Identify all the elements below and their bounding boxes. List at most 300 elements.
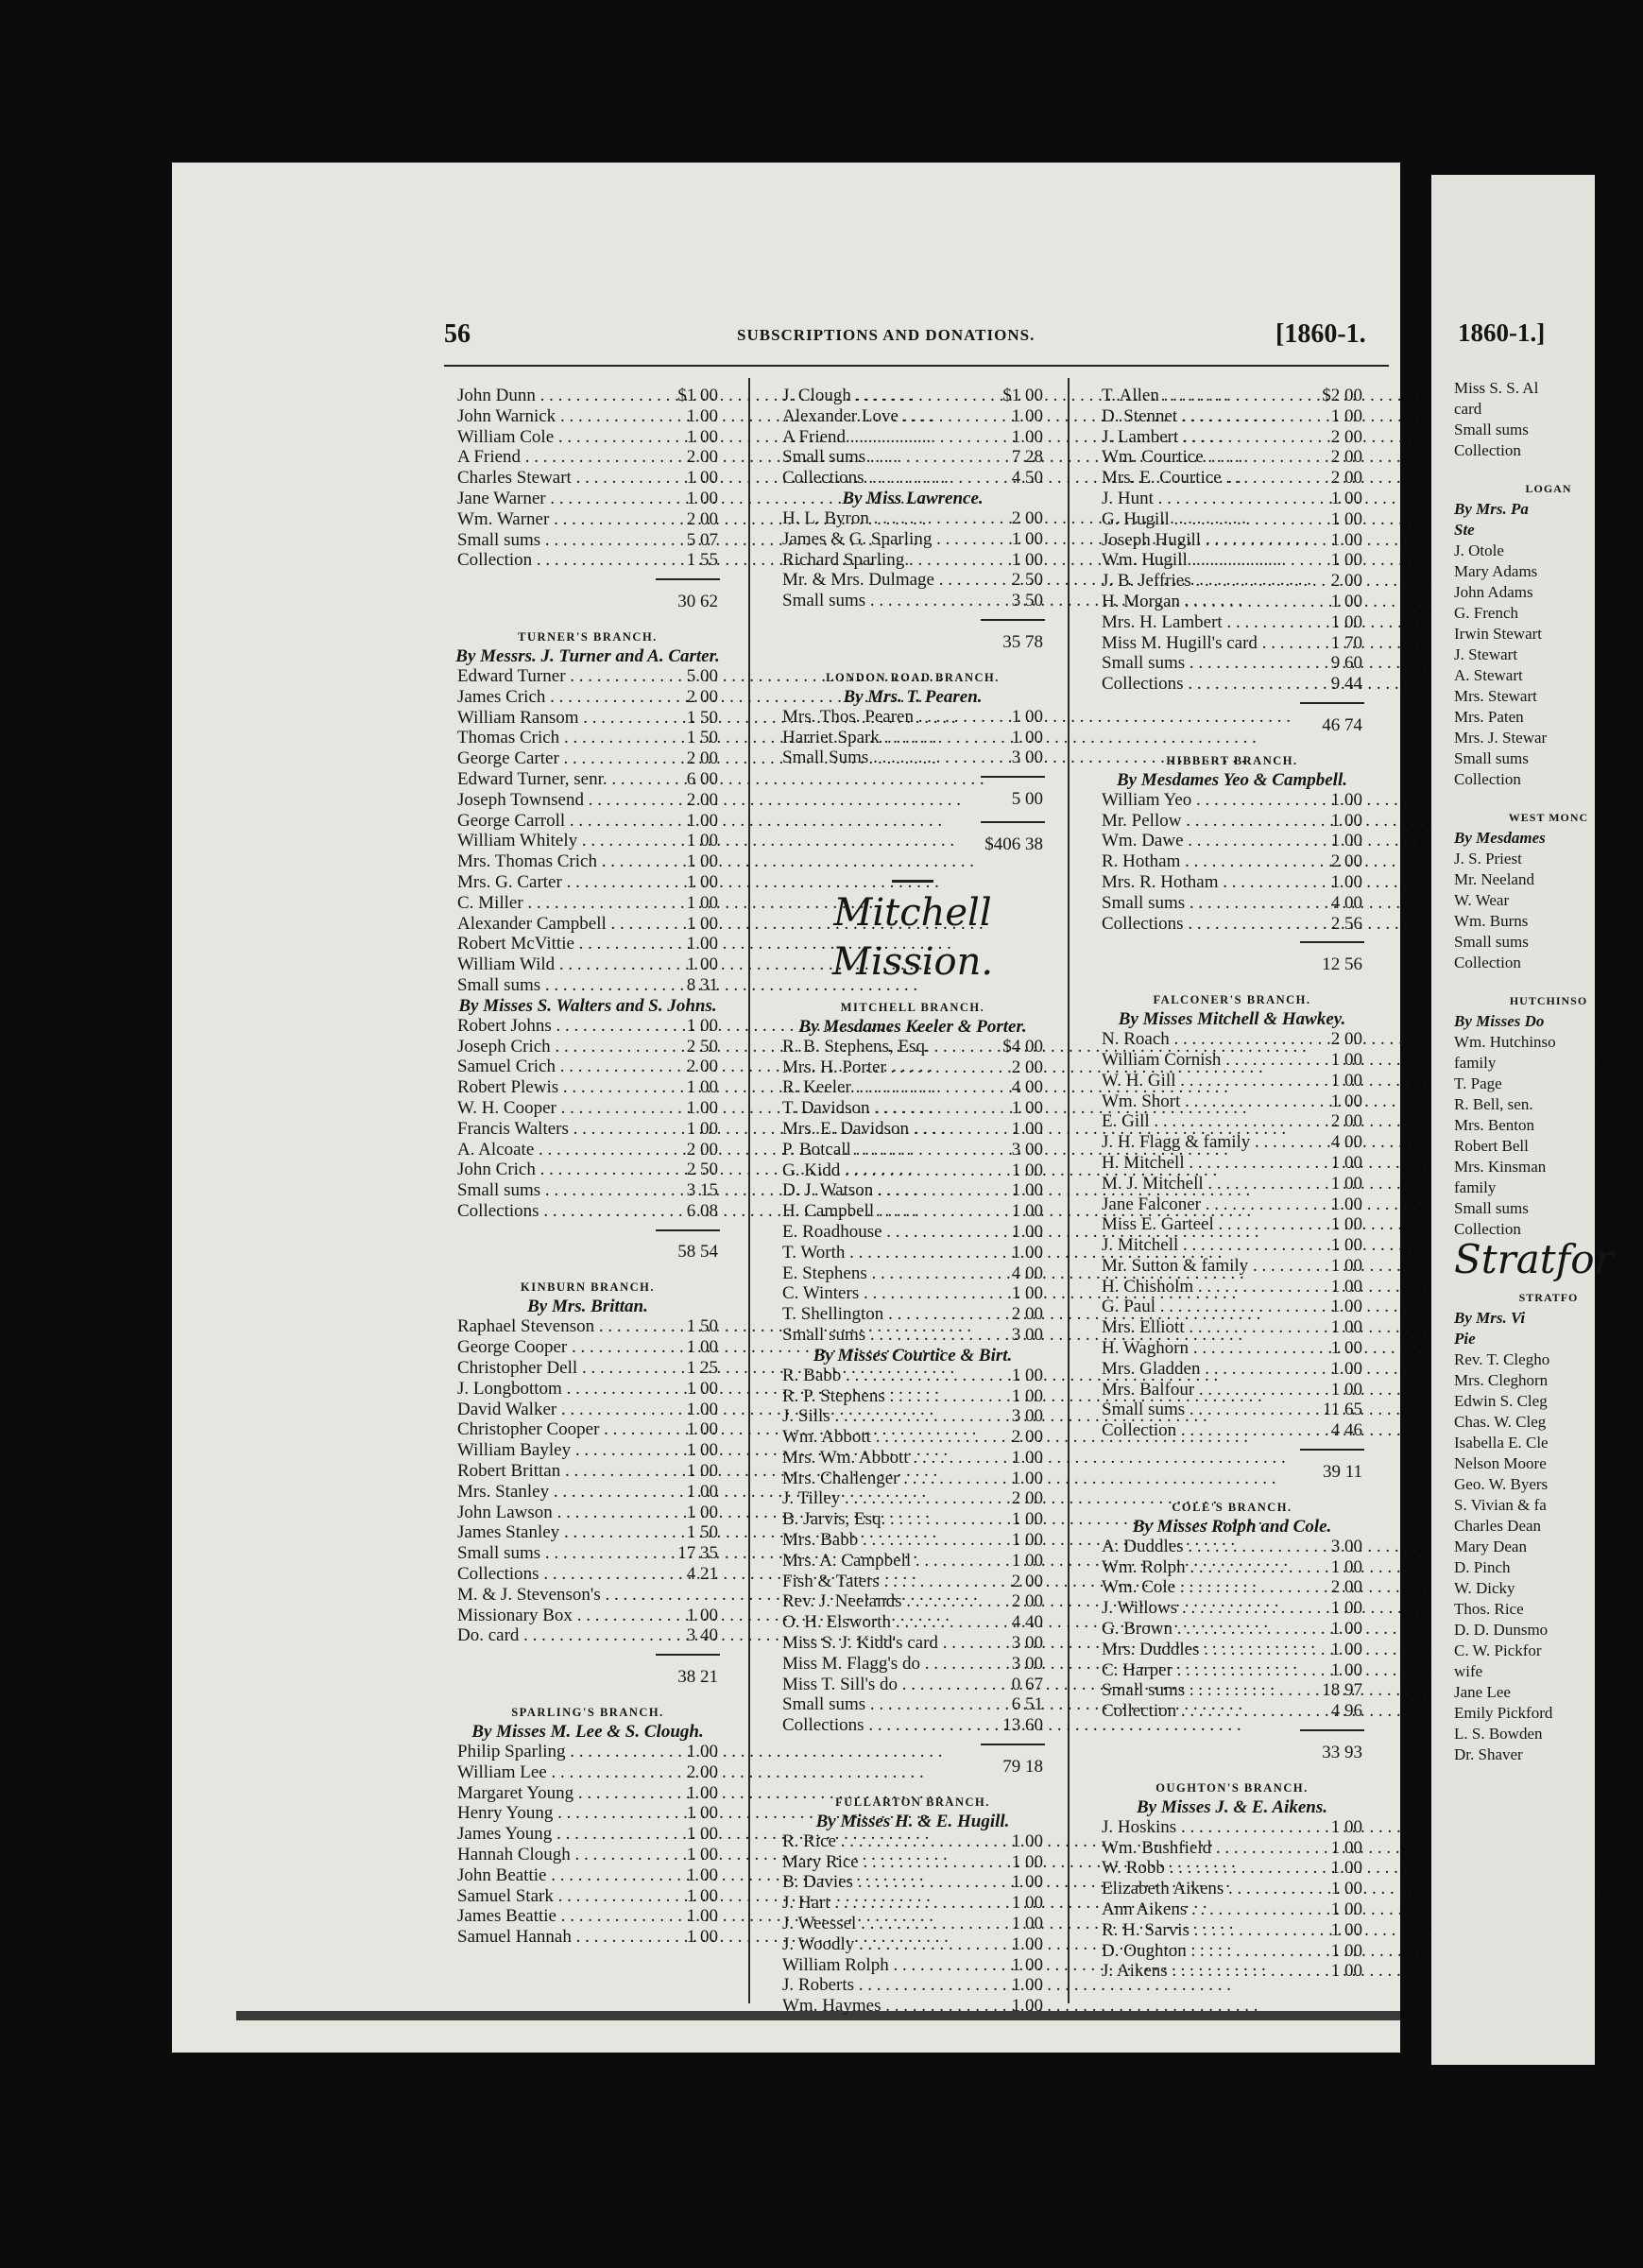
- donor-name: R. Hotham . . .: [1102, 851, 1294, 872]
- donation-row: [1085, 1194, 1379, 1215]
- donor-name: William Lee . . .: [457, 1762, 650, 1783]
- donation-amount: 1 00: [686, 1461, 718, 1482]
- donation-amount: 2 00: [1330, 571, 1362, 592]
- facing-line: Nelson Moore: [1454, 1454, 1547, 1472]
- donation-amount: 1 00: [686, 871, 718, 892]
- donation-row: [765, 1304, 1060, 1325]
- donor-name: Small sums . . .: [457, 975, 650, 996]
- donation-amount: 2 00: [1330, 1111, 1362, 1132]
- subtotal-rule: [1085, 934, 1379, 954]
- donation-row: [765, 1551, 1060, 1572]
- facing-branch-heading: WEST MONC: [1508, 811, 1589, 824]
- collector-line: By Mesdames Yeo & Campbell.: [1117, 769, 1347, 790]
- donation-amount: 1 00: [1330, 1379, 1362, 1400]
- donation-amount: $1 00: [1002, 386, 1043, 405]
- donor-name: G. Kidd . . .: [782, 1160, 975, 1181]
- donor-name: Collections . . .: [457, 1564, 650, 1585]
- donor-name: Small sums . . .: [782, 447, 975, 468]
- donation-amount: 1 00: [1330, 1070, 1362, 1091]
- donor-name: David Walker . . .: [457, 1400, 650, 1420]
- donor-name: William Wild . . .: [457, 954, 650, 975]
- donation-amount: 1 00: [1330, 1961, 1362, 1982]
- donation-row: [765, 1222, 1060, 1243]
- donation-row: [1085, 1920, 1379, 1941]
- donation-amount: 6 00: [686, 768, 718, 789]
- donation-amount: 1 00: [1011, 1242, 1043, 1263]
- donor-name: H. Chisholm . . .: [1102, 1277, 1294, 1297]
- page-header: [444, 319, 1389, 352]
- donation-row: [1085, 386, 1379, 406]
- donation-row: [440, 1119, 735, 1140]
- donor-name: Raphael Stevenson . . .: [457, 1316, 650, 1337]
- donor-name: Mr. Sutton & family . . .: [1102, 1256, 1294, 1277]
- donation-amount: 3 00: [1011, 1139, 1043, 1160]
- donation-row: [1085, 1619, 1379, 1640]
- donation-row: [765, 1934, 1060, 1955]
- donation-amount: 1 00: [686, 1927, 718, 1948]
- rule-line: [1300, 702, 1364, 704]
- donor-name: John Lawson . . .: [457, 1503, 650, 1523]
- donation-row: [1085, 1380, 1379, 1400]
- donor-name: Richard Sparling . . .: [782, 550, 975, 571]
- donation-row: [765, 1386, 1060, 1407]
- donation-amount: 17 35: [677, 1543, 718, 1564]
- rule-line: [1300, 1729, 1364, 1731]
- donation-amount: 1 00: [1330, 1338, 1362, 1359]
- donation-row: [765, 1893, 1060, 1914]
- donation-row: [765, 1140, 1060, 1160]
- donation-amount: 1 25: [686, 1358, 718, 1379]
- rule-line: [981, 821, 1045, 823]
- donor-name: Samuel Crich . . .: [457, 1057, 650, 1077]
- donation-row: [765, 386, 1060, 406]
- facing-line: Charles Dean: [1454, 1517, 1542, 1535]
- column-3: [1085, 386, 1379, 1982]
- donation-row: [440, 872, 735, 893]
- donor-name: T. Allen . . .: [1102, 386, 1294, 406]
- facing-line: Mary Adams: [1454, 562, 1538, 580]
- donor-name: Mrs. H. Lambert . . .: [1102, 612, 1294, 633]
- donation-amount: 1 00: [1330, 1879, 1362, 1899]
- section-dash: [892, 880, 933, 883]
- donation-amount: 2 00: [1330, 468, 1362, 489]
- donor-name: Mrs. R. Hotham . . .: [1102, 872, 1294, 893]
- facing-page-text: [1454, 378, 1643, 1765]
- donation-amount: 1 00: [686, 1097, 718, 1118]
- facing-line: Small sums: [1454, 933, 1529, 951]
- facing-line: Mrs. Cleghorn: [1454, 1371, 1549, 1389]
- donation-amount: 3 40: [686, 1625, 718, 1646]
- donation-row: [440, 1077, 735, 1098]
- donation-row: [765, 1283, 1060, 1304]
- branch-total: [765, 1757, 1060, 1781]
- donation-row: [1085, 1420, 1379, 1441]
- donation-row: [765, 1831, 1060, 1852]
- donor-name: John Crich . . .: [457, 1160, 650, 1180]
- donor-name: Small Sums . . .: [782, 747, 975, 768]
- donor-name: Mrs. E. Davidson . . .: [782, 1119, 975, 1140]
- donation-row: [1085, 1838, 1379, 1859]
- donation-amount: 18 97: [1322, 1680, 1362, 1701]
- subtotal-rule: [765, 768, 1060, 789]
- donation-amount: 1 00: [686, 1605, 718, 1625]
- donation-amount: 1 00: [686, 426, 718, 447]
- donation-amount: 1 00: [686, 1845, 718, 1865]
- donation-amount: 1 00: [1011, 1550, 1043, 1571]
- donation-row: [440, 1337, 735, 1358]
- donation-row: [1085, 1174, 1379, 1194]
- donation-amount: 1 00: [686, 810, 718, 831]
- donation-amount: 1 00: [686, 1399, 718, 1419]
- donation-amount: 1 00: [1011, 1893, 1043, 1914]
- donation-amount: 1 00: [686, 1864, 718, 1885]
- donation-row: [440, 1803, 735, 1824]
- donor-name: Francis Walters . . .: [457, 1119, 650, 1140]
- donor-name: Mrs. Duddles . . .: [1102, 1640, 1294, 1660]
- donation-row: [440, 666, 735, 687]
- facing-line: S. Vivian & fa: [1454, 1496, 1547, 1514]
- donor-name: E. Stephens . . .: [782, 1263, 975, 1284]
- donation-row: [440, 831, 735, 851]
- rule-line: [1300, 941, 1364, 943]
- donor-name: Small sums . . .: [782, 591, 975, 611]
- donor-name: James Beattie . . .: [457, 1906, 650, 1927]
- donation-amount: 1 00: [1011, 1221, 1043, 1242]
- facing-collector-line: Ste: [1454, 521, 1475, 539]
- donation-row: [1085, 1153, 1379, 1174]
- donation-amount: 4 50: [1011, 468, 1043, 489]
- donor-name: N. Roach . . .: [1102, 1029, 1294, 1050]
- donation-row: [765, 1914, 1060, 1934]
- donation-row: [1085, 1899, 1379, 1920]
- donation-row: [440, 1543, 735, 1564]
- facing-collector-line: By Mrs. Vi: [1454, 1309, 1526, 1327]
- branch-heading: COLE'S BRANCH.: [1172, 1500, 1292, 1514]
- donation-amount: 2 00: [686, 748, 718, 769]
- donation-row: [440, 1037, 735, 1057]
- donation-amount: 2 00: [1011, 507, 1043, 528]
- donation-amount: 2 00: [1011, 1304, 1043, 1325]
- donation-row: [440, 1886, 735, 1907]
- donation-row: [440, 427, 735, 448]
- year-range: [1860-1.: [1275, 319, 1366, 349]
- facing-line: Edwin S. Cleg: [1454, 1392, 1548, 1410]
- donor-name: George Carter . . .: [457, 748, 650, 769]
- donor-name: Wm. Short . . .: [1102, 1091, 1294, 1112]
- donation-row: [1085, 1817, 1379, 1838]
- donor-name: Alexander Campbell . . .: [457, 914, 650, 935]
- donor-name: T. Davidson . . .: [782, 1098, 975, 1119]
- donation-amount: 4 00: [1330, 892, 1362, 913]
- donation-row: [765, 1509, 1060, 1530]
- donation-row: [765, 1077, 1060, 1098]
- donor-name: James Stanley . . .: [457, 1522, 650, 1543]
- donor-name: Elizabeth Aikens . . .: [1102, 1879, 1294, 1899]
- donor-name: Hannah Clough . . .: [457, 1845, 650, 1865]
- donor-name: A Friend . . .: [782, 427, 975, 448]
- donation-amount: 1 00: [1330, 1173, 1362, 1194]
- donor-name: James & G. Sparling . . .: [782, 529, 975, 550]
- donor-name: Wm. Hugill . . .: [1102, 550, 1294, 571]
- donation-row: [765, 1406, 1060, 1427]
- facing-line: Mr. Neeland: [1454, 870, 1534, 888]
- collector-line: By Misses Rolph and Cole.: [1132, 1516, 1332, 1537]
- rule-line: [1300, 1449, 1364, 1451]
- donor-name: Wm. Bushfield . . .: [1102, 1838, 1294, 1859]
- donation-row: [1085, 1359, 1379, 1380]
- donation-amount: 1 00: [1330, 1619, 1362, 1640]
- donation-row: [765, 529, 1060, 550]
- donation-amount: 8 31: [686, 974, 718, 995]
- donation-row: [1085, 447, 1379, 468]
- donor-name: J. B. Jeffries . . .: [1102, 571, 1294, 592]
- facing-line: Wm. Hutchinso: [1454, 1033, 1556, 1051]
- facing-line: T. Page: [1454, 1074, 1502, 1092]
- donation-amount: 1 00: [1011, 1996, 1043, 2017]
- donation-row: [1085, 1091, 1379, 1112]
- donation-row: [765, 1694, 1060, 1715]
- donation-row: [440, 406, 735, 427]
- donor-name: Wm. Rolph . . .: [1102, 1557, 1294, 1578]
- donor-name: Mrs. Gladden . . .: [1102, 1359, 1294, 1380]
- donor-name: C. Winters . . .: [782, 1283, 975, 1304]
- donation-amount: 2 00: [1011, 1057, 1043, 1077]
- mission-title: Mitchell Mission.: [831, 890, 994, 984]
- facing-line: Geo. W. Byers: [1454, 1475, 1549, 1493]
- donation-row: [765, 1263, 1060, 1284]
- donation-row: [440, 1824, 735, 1845]
- branch-total: [765, 789, 1060, 814]
- donation-amount: 3 00: [1330, 1536, 1362, 1556]
- branch-heading: FULLARTON BRANCH.: [835, 1795, 990, 1809]
- donation-row: [440, 1742, 735, 1762]
- donation-amount: 1 00: [1330, 1214, 1362, 1235]
- branch-total: [1085, 1743, 1379, 1767]
- donation-amount: 1 00: [686, 488, 718, 508]
- donor-name: Small sums . . .: [1102, 893, 1294, 914]
- donation-row: [765, 1591, 1060, 1612]
- branch-heading: SPARLING'S BRANCH.: [511, 1706, 664, 1720]
- donation-amount: 2 00: [1011, 1591, 1043, 1612]
- subtotal-rule: [440, 571, 735, 592]
- branch-total: [440, 1667, 735, 1692]
- donation-amount: 1 00: [1011, 706, 1043, 727]
- donation-row: [440, 934, 735, 954]
- donation-amount: 1 00: [686, 1337, 718, 1358]
- donation-amount: 4 00: [1330, 1132, 1362, 1153]
- donor-name: Do. card . . .: [457, 1625, 650, 1646]
- total-amount: 79 18: [1002, 1756, 1043, 1777]
- donation-row: [440, 1503, 735, 1523]
- donor-name: George Cooper . . .: [457, 1337, 650, 1358]
- donation-amount: 1 00: [1330, 1919, 1362, 1940]
- rule-line: [981, 776, 1045, 778]
- donor-name: James Crich . . .: [457, 687, 650, 708]
- donation-amount: 2 00: [686, 1761, 718, 1782]
- facing-line: D. Pinch: [1454, 1558, 1511, 1576]
- collector-line: By Misses H. & E. Hugill.: [815, 1811, 1010, 1831]
- donation-row: [440, 1419, 735, 1440]
- donor-name: Alexander Love . . .: [782, 406, 975, 427]
- donation-amount: 1 00: [686, 892, 718, 913]
- donation-row: [1085, 468, 1379, 489]
- donation-amount: 1 00: [1330, 1659, 1362, 1680]
- donor-name: Rev. J. Neelands . . .: [782, 1591, 975, 1612]
- branch-heading: TURNER'S BRANCH.: [518, 629, 658, 644]
- collector-line: By Misses J. & E. Aikens.: [1137, 1796, 1327, 1817]
- total-amount: 39 11: [1322, 1461, 1362, 1482]
- donation-row: [1085, 1701, 1379, 1722]
- donation-row: [440, 687, 735, 708]
- donor-name: C. Miller . . .: [457, 893, 650, 914]
- donor-name: C. Harper . . .: [1102, 1660, 1294, 1681]
- donor-name: Mrs. G. Carter . . .: [457, 872, 650, 893]
- donation-row: [765, 1488, 1060, 1509]
- donation-row: [1085, 509, 1379, 530]
- donation-row: [440, 769, 735, 790]
- donor-name: Christopher Cooper . . .: [457, 1419, 650, 1440]
- donor-name: R. P. Stephens . . .: [782, 1386, 975, 1407]
- donor-name: T. Shellington . . .: [782, 1304, 975, 1325]
- donation-amount: 1 00: [686, 1742, 718, 1762]
- total-amount: 35 78: [1002, 631, 1043, 652]
- donation-row: [1085, 489, 1379, 509]
- donor-name: J. Woodly . . .: [782, 1934, 975, 1955]
- donation-amount: 1 00: [1330, 831, 1362, 851]
- donor-name: Wm. Haymes . . .: [782, 1996, 975, 2017]
- donation-amount: 3 50: [1011, 591, 1043, 611]
- branch-heading: LONDON ROAD BRANCH.: [826, 670, 1000, 684]
- donation-amount: 1 00: [1011, 1975, 1043, 1996]
- facing-line: R. Bell, sen.: [1454, 1095, 1533, 1113]
- donation-row: [440, 530, 735, 551]
- donation-row: [1085, 406, 1379, 427]
- total-amount: 5 00: [1011, 788, 1043, 809]
- donation-row: [765, 728, 1060, 748]
- donation-row: [440, 1482, 735, 1503]
- donation-row: [440, 1625, 735, 1646]
- donation-amount: 1 00: [1011, 1914, 1043, 1934]
- donation-row: [765, 747, 1060, 768]
- donation-row: [765, 1654, 1060, 1675]
- donor-name: J. H. Flagg & family . . .: [1102, 1132, 1294, 1153]
- donation-amount: 4 46: [1330, 1420, 1362, 1441]
- facing-branch-heading: STRATFO: [1518, 1291, 1579, 1304]
- donor-name: Miss M. Flagg's do . . .: [782, 1654, 975, 1675]
- donor-name: Margaret Young . . .: [457, 1783, 650, 1804]
- donation-row: [440, 851, 735, 872]
- donation-amount: 1 00: [1330, 1152, 1362, 1173]
- donation-amount: 1 00: [1330, 1899, 1362, 1920]
- donor-name: Mrs. Balfour . . .: [1102, 1380, 1294, 1400]
- donor-name: Samuel Stark . . .: [457, 1886, 650, 1907]
- donation-amount: 1 00: [1330, 1091, 1362, 1111]
- donation-amount: 1 00: [1330, 1317, 1362, 1338]
- donation-amount: 1 00: [1330, 1358, 1362, 1379]
- donation-amount: 1 50: [686, 1316, 718, 1337]
- donation-amount: 1 00: [1011, 405, 1043, 426]
- donation-amount: 2 00: [1011, 1488, 1043, 1509]
- donor-name: H. Morgan . . .: [1102, 592, 1294, 612]
- donation-amount: $2 00: [1322, 386, 1362, 405]
- donation-row: [440, 1379, 735, 1400]
- donation-amount: 3 15: [686, 1180, 718, 1201]
- rule-line: [981, 619, 1045, 621]
- donation-amount: 13 60: [1002, 1715, 1043, 1736]
- facing-branch-heading: LOGAN: [1525, 482, 1572, 495]
- facing-line: Mrs. Stewart: [1454, 687, 1537, 705]
- donation-amount: 2 00: [686, 789, 718, 810]
- donation-amount: 1 00: [1011, 1468, 1043, 1488]
- donation-amount: 1 00: [1330, 508, 1362, 529]
- donation-amount: 1 00: [1011, 1118, 1043, 1139]
- total-amount: $406 38: [984, 833, 1043, 854]
- donor-name: D. Stennet . . .: [1102, 406, 1294, 427]
- donation-amount: 1 00: [1011, 1201, 1043, 1222]
- subtotal-rule: [440, 1222, 735, 1243]
- donation-amount: 1 00: [1330, 1858, 1362, 1879]
- donation-row: [440, 509, 735, 530]
- subtotal-rule: [765, 814, 1060, 834]
- donation-amount: 2 00: [686, 508, 718, 529]
- donation-row: [765, 1572, 1060, 1592]
- facing-page: [1431, 175, 1614, 2065]
- donor-name: M. & J. Stevenson's . . .: [457, 1585, 650, 1606]
- total-amount: 46 74: [1322, 714, 1362, 735]
- donation-row: [440, 790, 735, 811]
- donation-amount: 1 50: [686, 707, 718, 728]
- donation-amount: 3 00: [1011, 1324, 1043, 1345]
- donation-row: [440, 748, 735, 769]
- facing-line: wife: [1454, 1662, 1483, 1680]
- donor-name: Mrs. Wm. Abbott . . .: [782, 1448, 975, 1469]
- donation-amount: 2 50: [686, 1160, 718, 1180]
- donation-row: [440, 468, 735, 489]
- collector-line: By Misses Mitchell & Hawkey.: [1118, 1009, 1346, 1030]
- donation-row: [765, 1201, 1060, 1222]
- running-head: SUBSCRIPTIONS AND DONATIONS.: [737, 326, 1035, 344]
- donation-amount: 1 00: [1330, 1598, 1362, 1619]
- branch-heading: MITCHELL BRANCH.: [840, 1000, 985, 1014]
- branch-heading: OUGHTON'S BRANCH.: [1155, 1780, 1309, 1795]
- donation-amount: 1 00: [686, 1824, 718, 1845]
- donor-name: Collections . . .: [782, 468, 975, 489]
- collector-line: By Mrs. T. Pearen.: [843, 686, 983, 707]
- donation-amount: 2 00: [686, 686, 718, 707]
- donation-amount: 11 65: [1322, 1400, 1362, 1420]
- donation-row: [440, 914, 735, 935]
- donation-amount: 2 00: [686, 1139, 718, 1160]
- collector-line: By Miss Lawrence.: [842, 488, 984, 508]
- donor-name: William Bayley . . .: [457, 1440, 650, 1461]
- donation-amount: 1 00: [1011, 1851, 1043, 1872]
- collector-line: By Misses S. Walters and S. Johns.: [458, 995, 717, 1016]
- column-2: [765, 386, 1060, 2017]
- donor-name: R. Keeler . . .: [782, 1077, 975, 1098]
- donor-name: R. B. Stephens, Esq. . . .: [782, 1037, 975, 1057]
- donor-name: Henry Young . . .: [457, 1803, 650, 1824]
- donor-name: Robert Plewis . . .: [457, 1077, 650, 1098]
- donation-amount: 1 00: [686, 1885, 718, 1906]
- total-amount: 38 21: [677, 1667, 718, 1688]
- donor-name: G. Paul . . .: [1102, 1297, 1294, 1317]
- donation-amount: 1 00: [686, 831, 718, 851]
- donation-amount: 1 00: [1011, 1447, 1043, 1468]
- donation-row: [765, 1975, 1060, 1996]
- donor-name: R. Babb . . .: [782, 1366, 975, 1386]
- donation-row: [765, 427, 1060, 448]
- donation-amount: 1 00: [1330, 1276, 1362, 1297]
